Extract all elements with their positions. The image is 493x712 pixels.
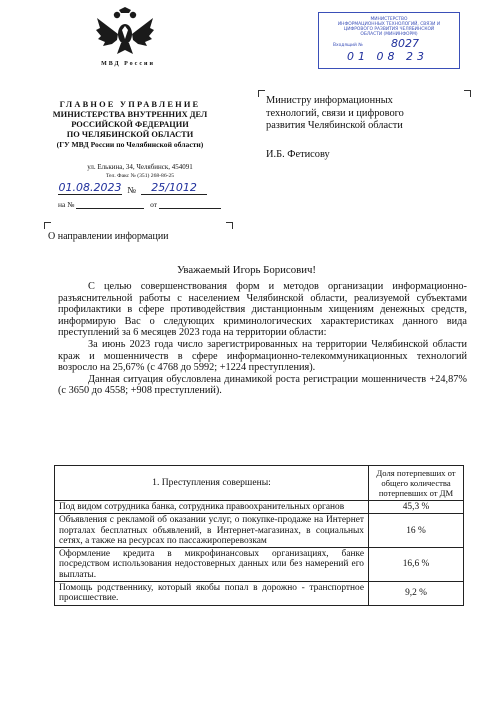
greeting: Уважаемый Игорь Борисович! [176, 264, 317, 276]
corner-mark [226, 222, 233, 229]
table-cell-value: 45,3 % [369, 501, 464, 514]
outgoing-date-number [58, 181, 207, 195]
org-line: ПО ЧЕЛЯБИНСКОЙ ОБЛАСТИ [66, 130, 194, 139]
table-row [55, 582, 464, 606]
ref-prefix: на № [58, 200, 75, 209]
corner-mark [44, 222, 51, 229]
table-cell-text: Оформление кредита в микрофинансовых организациях, банке посредством использования недостоверных данных или без намерений его выплаты. [55, 548, 369, 582]
table-cell-text: Помощь родственнику, который якобы попал в дорожно - транспортное происшествие. [55, 582, 369, 606]
letter-body [58, 281, 467, 397]
body-paragraph: С целью совершенствования форм и методов организации информационно-разъяснительной работы с населением Челябинской области, реализуемой субъектами профилактики в сфере противодействия дистанционным хищениям денежных средств, информирую Вас о следующих криминологических характеристиках данного вида преступлений за 6 месяцев 2023 года на территории области: [58, 281, 467, 339]
table-row [55, 501, 464, 514]
stamp-in-date: 01 08 23 [347, 50, 428, 63]
recipient-line: Министру информационных [266, 95, 393, 106]
stamp-in-number: 8027 [391, 37, 419, 50]
table-cell-value: 16 % [369, 514, 464, 548]
stamp-line: ОБЛАСТИ (МИНИНФОРМ) [360, 32, 418, 37]
org-address: ул. Елькина, 34, Челябинск, 454091 [87, 163, 193, 171]
table-header-row [55, 466, 464, 501]
organization-name-block [40, 100, 220, 150]
body-paragraph: За июнь 2023 года число зарегистрированных на территории Челябинской области краж и мошенничеств в сфере информационно-телекоммуникационных технологий возросло на 25,67% (с 4768 до 5992; +1224 преступления). [58, 338, 467, 374]
address-block [60, 163, 220, 181]
stamp-in-label: Входящий № [333, 43, 363, 48]
stamp-line: ИНФОРМАЦИОННЫХ ТЕХНОЛОГИЙ, СВЯЗИ И [337, 22, 441, 27]
stamp-line: ЦИФРОВОГО РАЗВИТИЯ ЧЕЛЯБИНСКОЙ [343, 27, 435, 32]
body-paragraph: Данная ситуация обусловлена динамикой роста регистрации мошенничеств +24,87% (с 3650 до 4558; +908 преступлений). [58, 373, 467, 397]
ref-from: от [150, 200, 158, 209]
org-line: МИНИСТЕРСТВА ВНУТРЕННИХ ДЕЛ [52, 110, 208, 119]
table-cell-text: Объявления с рекламой об оказании услуг, о покупке-продаже на Интернет порталах бесплатных объявлений, в Интернет-магазинах, в социальных сетях, а также на ресурсах по пассажироперевозкам [55, 514, 369, 548]
recipient-block [266, 95, 466, 161]
corner-mark [258, 90, 265, 97]
org-line: (ГУ МВД России по Челябинской области) [56, 140, 204, 149]
reference-row [58, 200, 221, 209]
number-sign: № [127, 185, 136, 195]
mvd-emblem-icon [95, 6, 155, 58]
table-header-left: 1. Преступления совершены: [55, 466, 369, 501]
table-header-right: Доля потерпевших от общего количества потерпевших от ДМ [369, 466, 464, 501]
table-row [55, 514, 464, 548]
org-line: РОССИЙСКОЙ ФЕДЕРАЦИИ [71, 120, 189, 129]
org-phone-fax: Тел. Факс № (351) 268-86-25 [105, 173, 175, 179]
recipient-name: И.Б. Фетисову [266, 148, 330, 160]
stamp-line: МИНИСТЕРСТВО [370, 17, 408, 22]
outgoing-number: 25/1012 [141, 181, 207, 195]
recipient-line: технологий, связи и цифрового [266, 107, 404, 119]
ministry-short-name: МВД России [101, 61, 155, 67]
letter-subject: О направлении информации [48, 231, 169, 242]
table-cell-value: 9,2 % [369, 582, 464, 606]
incoming-stamp [318, 12, 460, 69]
recipient-line: развития Челябинской области [266, 120, 403, 131]
crime-statistics-table [54, 465, 464, 606]
table-cell-text: Под видом сотрудника банка, сотрудника правоохранительных органов [55, 501, 369, 514]
table-cell-value: 16,6 % [369, 548, 464, 582]
outgoing-date: 01.08.2023 [58, 181, 122, 194]
table-row [55, 548, 464, 582]
org-line: ГЛАВНОЕ УПРАВЛЕНИЕ [59, 100, 201, 109]
